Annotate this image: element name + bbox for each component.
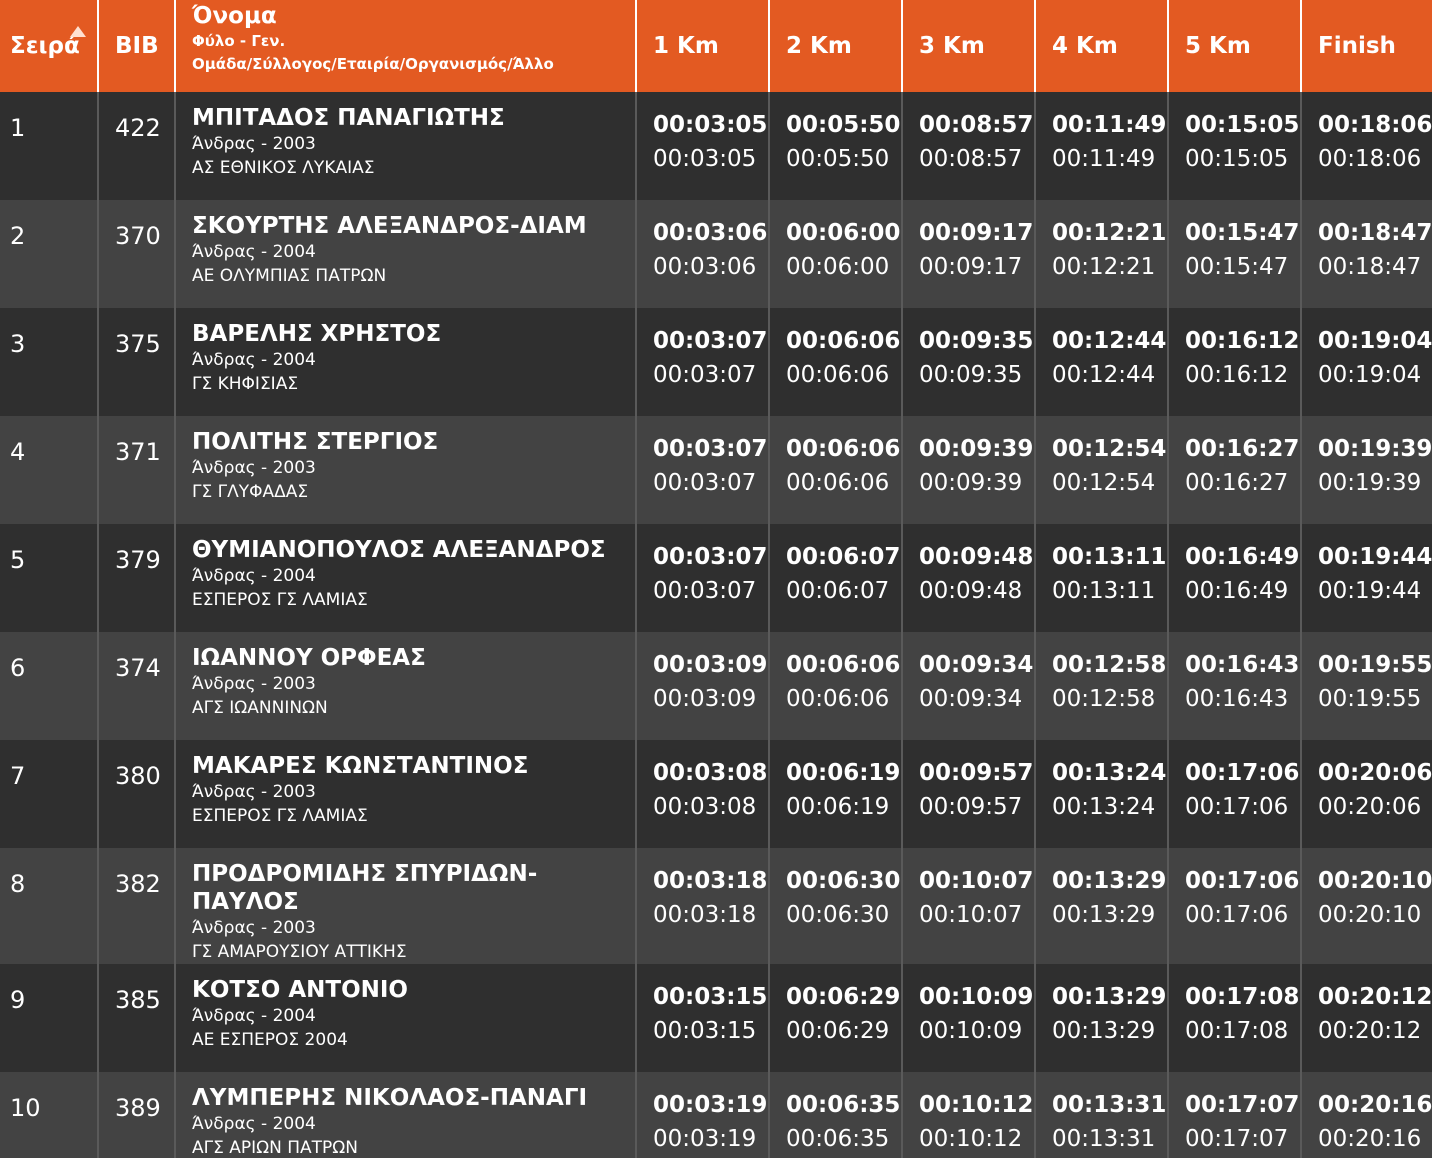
split-gun-time: 00:13:11 xyxy=(1052,544,1167,570)
split-cell-1km xyxy=(636,200,769,308)
split-gun-time: 00:13:29 xyxy=(1052,984,1167,1010)
split-gun-time: 00:13:29 xyxy=(1052,868,1167,894)
split-gun-time: 00:13:31 xyxy=(1052,1092,1167,1118)
rank-cell: 2 xyxy=(0,200,98,308)
split-gun-time: 00:11:49 xyxy=(1052,112,1167,138)
split-gun-time: 00:20:12 xyxy=(1318,984,1432,1010)
split-gun-time: 00:15:47 xyxy=(1185,220,1300,246)
split-cell-2km xyxy=(769,92,902,200)
split-gun-time: 00:09:48 xyxy=(919,544,1034,570)
split-gun-time: 00:03:19 xyxy=(653,1092,768,1118)
split-chip-time: 00:05:50 xyxy=(786,146,890,172)
column-header-bib[interactable]: BIB xyxy=(98,0,175,92)
athlete-gender-birth: Άνδρας - 2003 xyxy=(192,458,316,478)
column-header-rank-label: Σειρά xyxy=(10,33,80,59)
athlete-gender-birth: Άνδρας - 2003 xyxy=(192,782,316,802)
split-gun-time: 00:03:15 xyxy=(653,984,768,1010)
athlete-gender-birth: Άνδρας - 2003 xyxy=(192,674,316,694)
split-gun-time: 00:09:17 xyxy=(919,220,1034,246)
split-chip-time: 00:08:57 xyxy=(919,146,1023,172)
split-cell-1km xyxy=(636,632,769,740)
table-row[interactable] xyxy=(0,1072,1432,1158)
athlete-club: ΑΣ ΕΘΝΙΚΟΣ ΛΥΚΑΙΑΣ xyxy=(192,158,375,178)
split-gun-time: 00:09:57 xyxy=(919,760,1034,786)
column-header-finish[interactable]: Finish xyxy=(1318,33,1396,59)
split-chip-time: 00:03:07 xyxy=(653,362,757,388)
split-chip-time: 00:10:07 xyxy=(919,902,1023,928)
split-chip-time: 00:09:35 xyxy=(919,362,1023,388)
split-chip-time: 00:09:17 xyxy=(919,254,1023,280)
athlete-gender-birth: Άνδρας - 2004 xyxy=(192,1006,316,1026)
split-chip-time: 00:06:06 xyxy=(786,470,890,496)
rank-cell: 1 xyxy=(0,92,98,200)
athlete-club: ΓΣ ΚΗΦΙΣΙΑΣ xyxy=(192,374,299,394)
split-chip-time: 00:13:11 xyxy=(1052,578,1156,604)
column-header-split-2km[interactable]: 2 Km xyxy=(769,0,902,92)
split-gun-time: 00:03:07 xyxy=(653,544,768,570)
split-cell-3km xyxy=(902,1072,1035,1158)
athlete-club: ΑΓΣ ΙΩΑΝΝΙΝΩΝ xyxy=(192,698,328,718)
athlete-name[interactable]: ΠΡΟΔΡΟΜΙΔΗΣ ΣΠΥΡΙΔΩΝ-ΠΑΥΛΟΣ xyxy=(192,861,538,915)
split-gun-time: 00:05:50 xyxy=(786,112,901,138)
split-gun-time: 00:19:44 xyxy=(1318,544,1432,570)
split-chip-time: 00:06:06 xyxy=(786,686,890,712)
split-cell-2km xyxy=(769,964,902,1072)
split-gun-time: 00:06:07 xyxy=(786,544,901,570)
split-chip-time: 00:13:29 xyxy=(1052,902,1156,928)
split-gun-time: 00:15:05 xyxy=(1185,112,1300,138)
split-cell-4km xyxy=(1035,416,1168,524)
split-cell-5km xyxy=(1168,848,1301,964)
split-gun-time: 00:06:35 xyxy=(786,1092,901,1118)
split-gun-time: 00:09:34 xyxy=(919,652,1034,678)
table-row[interactable] xyxy=(0,308,1432,416)
table-row[interactable] xyxy=(0,92,1432,200)
rank-cell: 9 xyxy=(0,964,98,1072)
split-chip-time: 00:15:47 xyxy=(1185,254,1289,280)
split-cell-1km xyxy=(636,740,769,848)
athlete-club: ΑΕ ΟΛΥΜΠΙΑΣ ΠΑΤΡΩΝ xyxy=(192,266,387,286)
split-cell-5km xyxy=(1168,740,1301,848)
table-row[interactable] xyxy=(0,964,1432,1072)
split-chip-time: 00:19:39 xyxy=(1318,470,1422,496)
bib-cell: 375 xyxy=(98,308,175,416)
column-header-split-4km[interactable]: 4 Km xyxy=(1035,0,1168,92)
split-chip-time: 00:13:31 xyxy=(1052,1126,1156,1152)
split-chip-time: 00:09:39 xyxy=(919,470,1023,496)
split-chip-time: 00:12:54 xyxy=(1052,470,1156,496)
table-body xyxy=(0,92,1432,1158)
split-cell-5km xyxy=(1168,632,1301,740)
split-chip-time: 00:03:06 xyxy=(653,254,757,280)
split-gun-time: 00:12:54 xyxy=(1052,436,1167,462)
split-chip-time: 00:09:57 xyxy=(919,794,1023,820)
split-cell-3km xyxy=(902,964,1035,1072)
split-chip-time: 00:06:07 xyxy=(786,578,890,604)
athlete-gender-birth: Άνδρας - 2003 xyxy=(192,134,316,154)
split-cell-finish xyxy=(1301,416,1432,524)
split-chip-time: 00:09:34 xyxy=(919,686,1023,712)
split-gun-time: 00:10:07 xyxy=(919,868,1034,894)
split-cell-3km xyxy=(902,200,1035,308)
split-cell-1km xyxy=(636,308,769,416)
split-chip-time: 00:06:00 xyxy=(786,254,890,280)
column-header-club-label: Ομάδα/Σύλλογος/Εταιρία/Οργανισμός/Άλλο xyxy=(192,55,554,73)
split-gun-time: 00:12:21 xyxy=(1052,220,1167,246)
column-header-split-5km[interactable]: 5 Km xyxy=(1168,0,1301,92)
athlete-gender-birth: Άνδρας - 2004 xyxy=(192,566,316,586)
split-gun-time: 00:17:07 xyxy=(1185,1092,1300,1118)
split-cell-5km xyxy=(1168,416,1301,524)
split-gun-time: 00:16:49 xyxy=(1185,544,1300,570)
split-chip-time: 00:17:06 xyxy=(1185,794,1289,820)
athlete-name[interactable]: ΙΩΑΝΝΟΥ ΟΡΦΕΑΣ xyxy=(192,645,426,671)
bib-cell: 422 xyxy=(98,92,175,200)
split-cell-5km xyxy=(1168,524,1301,632)
split-chip-time: 00:20:12 xyxy=(1318,1018,1422,1044)
split-cell-1km xyxy=(636,524,769,632)
split-gun-time: 00:03:07 xyxy=(653,436,768,462)
split-cell-3km xyxy=(902,740,1035,848)
athlete-gender-birth: Άνδρας - 2004 xyxy=(192,1114,316,1134)
athlete-cell xyxy=(175,416,636,524)
split-gun-time: 00:16:43 xyxy=(1185,652,1300,678)
athlete-cell xyxy=(175,964,636,1072)
split-cell-4km xyxy=(1035,632,1168,740)
column-header-gender-birth-label: Φύλο - Γεν. xyxy=(192,32,286,50)
split-chip-time: 00:03:07 xyxy=(653,578,757,604)
athlete-club: ΓΣ ΓΛΥΦΑΔΑΣ xyxy=(192,482,309,502)
split-gun-time: 00:06:06 xyxy=(786,328,901,354)
table-row[interactable] xyxy=(0,848,1432,964)
rank-cell: 4 xyxy=(0,416,98,524)
split-cell-5km xyxy=(1168,308,1301,416)
split-cell-1km xyxy=(636,848,769,964)
athlete-name[interactable]: ΜΠΙΤΑΔΟΣ ΠΑΝΑΓΙΩΤΗΣ xyxy=(192,105,505,131)
split-gun-time: 00:19:55 xyxy=(1318,652,1432,678)
athlete-gender-birth: Άνδρας - 2004 xyxy=(192,350,316,370)
split-cell-2km xyxy=(769,200,902,308)
split-cell-3km xyxy=(902,308,1035,416)
split-chip-time: 00:16:43 xyxy=(1185,686,1289,712)
split-chip-time: 00:06:19 xyxy=(786,794,890,820)
split-gun-time: 00:03:07 xyxy=(653,328,768,354)
athlete-cell xyxy=(175,308,636,416)
split-cell-2km xyxy=(769,632,902,740)
athlete-cell xyxy=(175,632,636,740)
split-gun-time: 00:20:16 xyxy=(1318,1092,1432,1118)
split-gun-time: 00:20:10 xyxy=(1318,868,1432,894)
bib-cell: 371 xyxy=(98,416,175,524)
athlete-gender-birth: Άνδρας - 2003 xyxy=(192,918,316,938)
column-header-name[interactable] xyxy=(175,0,636,92)
split-cell-finish xyxy=(1301,964,1432,1072)
split-gun-time: 00:06:19 xyxy=(786,760,901,786)
split-gun-time: 00:20:06 xyxy=(1318,760,1432,786)
split-chip-time: 00:20:10 xyxy=(1318,902,1422,928)
column-header-rank[interactable] xyxy=(0,0,98,92)
split-cell-1km xyxy=(636,92,769,200)
athlete-club: ΕΣΠΕΡΟΣ ΓΣ ΛΑΜΙΑΣ xyxy=(192,590,368,610)
split-gun-time: 00:09:39 xyxy=(919,436,1034,462)
split-cell-2km xyxy=(769,1072,902,1158)
split-chip-time: 00:03:18 xyxy=(653,902,757,928)
split-chip-time: 00:06:35 xyxy=(786,1126,890,1152)
split-chip-time: 00:16:49 xyxy=(1185,578,1289,604)
athlete-club: ΕΣΠΕΡΟΣ ΓΣ ΛΑΜΙΑΣ xyxy=(192,806,368,826)
bib-cell: 379 xyxy=(98,524,175,632)
split-gun-time: 00:17:08 xyxy=(1185,984,1300,1010)
split-cell-finish xyxy=(1301,524,1432,632)
rank-cell: 10 xyxy=(0,1072,98,1158)
split-cell-finish xyxy=(1301,308,1432,416)
split-gun-time: 00:09:35 xyxy=(919,328,1034,354)
split-gun-time: 00:06:00 xyxy=(786,220,901,246)
split-gun-time: 00:16:27 xyxy=(1185,436,1300,462)
split-cell-1km xyxy=(636,964,769,1072)
split-gun-time: 00:12:58 xyxy=(1052,652,1167,678)
split-chip-time: 00:10:12 xyxy=(919,1126,1023,1152)
split-cell-4km xyxy=(1035,848,1168,964)
table-row[interactable] xyxy=(0,200,1432,308)
split-gun-time: 00:19:39 xyxy=(1318,436,1432,462)
split-cell-5km xyxy=(1168,92,1301,200)
table-row[interactable] xyxy=(0,632,1432,740)
split-chip-time: 00:19:04 xyxy=(1318,362,1422,388)
athlete-name[interactable]: ΚΟΤΣΟ ΑΝΤΟΝΙΟ xyxy=(192,977,408,1003)
rank-cell: 3 xyxy=(0,308,98,416)
split-cell-3km xyxy=(902,848,1035,964)
split-gun-time: 00:03:18 xyxy=(653,868,768,894)
bib-cell: 389 xyxy=(98,1072,175,1158)
split-cell-1km xyxy=(636,1072,769,1158)
column-header-split-3km[interactable]: 3 Km xyxy=(902,0,1035,92)
bib-cell: 374 xyxy=(98,632,175,740)
split-cell-4km xyxy=(1035,308,1168,416)
split-gun-time: 00:19:04 xyxy=(1318,328,1432,354)
split-cell-2km xyxy=(769,848,902,964)
athlete-cell xyxy=(175,1072,636,1158)
rank-cell: 8 xyxy=(0,848,98,964)
split-chip-time: 00:12:21 xyxy=(1052,254,1156,280)
rank-cell: 5 xyxy=(0,524,98,632)
split-chip-time: 00:06:29 xyxy=(786,1018,890,1044)
split-gun-time: 00:10:12 xyxy=(919,1092,1034,1118)
split-cell-3km xyxy=(902,524,1035,632)
split-gun-time: 00:17:06 xyxy=(1185,760,1300,786)
split-chip-time: 00:13:24 xyxy=(1052,794,1156,820)
athlete-cell xyxy=(175,92,636,200)
split-chip-time: 00:18:06 xyxy=(1318,146,1422,172)
split-chip-time: 00:06:30 xyxy=(786,902,890,928)
split-gun-time: 00:03:05 xyxy=(653,112,768,138)
athlete-club: ΑΓΣ ΑΡΙΩΝ ΠΑΤΡΩΝ xyxy=(192,1138,359,1158)
split-chip-time: 00:12:44 xyxy=(1052,362,1156,388)
split-gun-time: 00:08:57 xyxy=(919,112,1034,138)
split-chip-time: 00:12:58 xyxy=(1052,686,1156,712)
athlete-name[interactable]: ΒΑΡΕΛΗΣ ΧΡΗΣΤΟΣ xyxy=(192,321,442,347)
athlete-name[interactable]: ΛΥΜΠΕΡΗΣ ΝΙΚΟΛΑΟΣ-ΠΑΝΑΓΙ xyxy=(192,1085,588,1111)
split-cell-2km xyxy=(769,416,902,524)
athlete-cell xyxy=(175,524,636,632)
split-gun-time: 00:03:08 xyxy=(653,760,768,786)
sort-ascending-icon[interactable] xyxy=(70,26,86,37)
split-cell-5km xyxy=(1168,964,1301,1072)
rank-cell: 6 xyxy=(0,632,98,740)
split-cell-finish xyxy=(1301,1072,1432,1158)
split-chip-time: 00:16:12 xyxy=(1185,362,1289,388)
split-chip-time: 00:03:19 xyxy=(653,1126,757,1152)
split-chip-time: 00:19:55 xyxy=(1318,686,1422,712)
column-header-split-1km[interactable]: 1 Km xyxy=(636,0,769,92)
split-cell-4km xyxy=(1035,1072,1168,1158)
bib-cell: 380 xyxy=(98,740,175,848)
athlete-cell xyxy=(175,740,636,848)
split-cell-1km xyxy=(636,416,769,524)
split-chip-time: 00:17:07 xyxy=(1185,1126,1289,1152)
athlete-cell xyxy=(175,848,636,964)
split-cell-finish xyxy=(1301,200,1432,308)
split-cell-4km xyxy=(1035,92,1168,200)
split-cell-finish xyxy=(1301,632,1432,740)
table-row[interactable] xyxy=(0,524,1432,632)
split-cell-2km xyxy=(769,524,902,632)
split-gun-time: 00:16:12 xyxy=(1185,328,1300,354)
column-header-name-label: Όνομα xyxy=(192,3,277,29)
split-cell-4km xyxy=(1035,524,1168,632)
split-cell-finish xyxy=(1301,740,1432,848)
split-gun-time: 00:17:06 xyxy=(1185,868,1300,894)
split-gun-time: 00:03:06 xyxy=(653,220,768,246)
table-row[interactable] xyxy=(0,740,1432,848)
split-cell-3km xyxy=(902,92,1035,200)
split-gun-time: 00:18:47 xyxy=(1318,220,1432,246)
athlete-cell xyxy=(175,200,636,308)
rank-cell: 7 xyxy=(0,740,98,848)
split-chip-time: 00:13:29 xyxy=(1052,1018,1156,1044)
split-chip-time: 00:17:08 xyxy=(1185,1018,1289,1044)
split-cell-4km xyxy=(1035,740,1168,848)
split-cell-finish xyxy=(1301,92,1432,200)
split-chip-time: 00:20:16 xyxy=(1318,1126,1422,1152)
split-chip-time: 00:03:05 xyxy=(653,146,757,172)
split-chip-time: 00:18:47 xyxy=(1318,254,1422,280)
athlete-club: ΓΣ ΑΜΑΡΟΥΣΙΟΥ ΑΤΤΙΚΗΣ xyxy=(192,942,407,962)
bib-cell: 370 xyxy=(98,200,175,308)
split-cell-2km xyxy=(769,308,902,416)
split-chip-time: 00:03:08 xyxy=(653,794,757,820)
table-row[interactable] xyxy=(0,416,1432,524)
split-chip-time: 00:16:27 xyxy=(1185,470,1289,496)
split-chip-time: 00:19:44 xyxy=(1318,578,1422,604)
athlete-gender-birth: Άνδρας - 2004 xyxy=(192,242,316,262)
athlete-club: ΑΕ ΕΣΠΕΡΟΣ 2004 xyxy=(192,1030,348,1050)
split-gun-time: 00:06:29 xyxy=(786,984,901,1010)
split-gun-time: 00:10:09 xyxy=(919,984,1034,1010)
split-gun-time: 00:13:24 xyxy=(1052,760,1167,786)
split-chip-time: 00:10:09 xyxy=(919,1018,1023,1044)
split-gun-time: 00:18:06 xyxy=(1318,112,1432,138)
split-cell-3km xyxy=(902,632,1035,740)
split-gun-time: 00:06:06 xyxy=(786,652,901,678)
split-gun-time: 00:03:09 xyxy=(653,652,768,678)
athlete-name[interactable]: ΘΥΜΙΑΝΟΠΟΥΛΟΣ ΑΛΕΞΑΝΔΡΟΣ xyxy=(192,537,606,563)
split-cell-3km xyxy=(902,416,1035,524)
split-cell-2km xyxy=(769,740,902,848)
split-chip-time: 00:03:07 xyxy=(653,470,757,496)
split-chip-time: 00:17:06 xyxy=(1185,902,1289,928)
athlete-name[interactable]: ΠΟΛΙΤΗΣ ΣΤΕΡΓΙΟΣ xyxy=(192,429,439,455)
bib-cell: 382 xyxy=(98,848,175,964)
split-gun-time: 00:06:06 xyxy=(786,436,901,462)
split-cell-4km xyxy=(1035,964,1168,1072)
athlete-name[interactable]: ΣΚΟΥΡΤΗΣ ΑΛΕΞΑΝΔΡΟΣ-ΔΙΑΜ xyxy=(192,213,587,239)
split-chip-time: 00:09:48 xyxy=(919,578,1023,604)
split-cell-finish xyxy=(1301,848,1432,964)
split-chip-time: 00:20:06 xyxy=(1318,794,1422,820)
split-cell-4km xyxy=(1035,200,1168,308)
split-cell-5km xyxy=(1168,200,1301,308)
split-chip-time: 00:15:05 xyxy=(1185,146,1289,172)
bib-cell: 385 xyxy=(98,964,175,1072)
split-chip-time: 00:03:09 xyxy=(653,686,757,712)
split-cell-5km xyxy=(1168,1072,1301,1158)
split-chip-time: 00:11:49 xyxy=(1052,146,1156,172)
table-header xyxy=(0,0,1432,92)
split-gun-time: 00:12:44 xyxy=(1052,328,1167,354)
athlete-name[interactable]: ΜΑΚΑΡΕΣ ΚΩΝΣΤΑΝΤΙΝΟΣ xyxy=(192,753,529,779)
split-chip-time: 00:06:06 xyxy=(786,362,890,388)
split-gun-time: 00:06:30 xyxy=(786,868,901,894)
split-chip-time: 00:03:15 xyxy=(653,1018,757,1044)
